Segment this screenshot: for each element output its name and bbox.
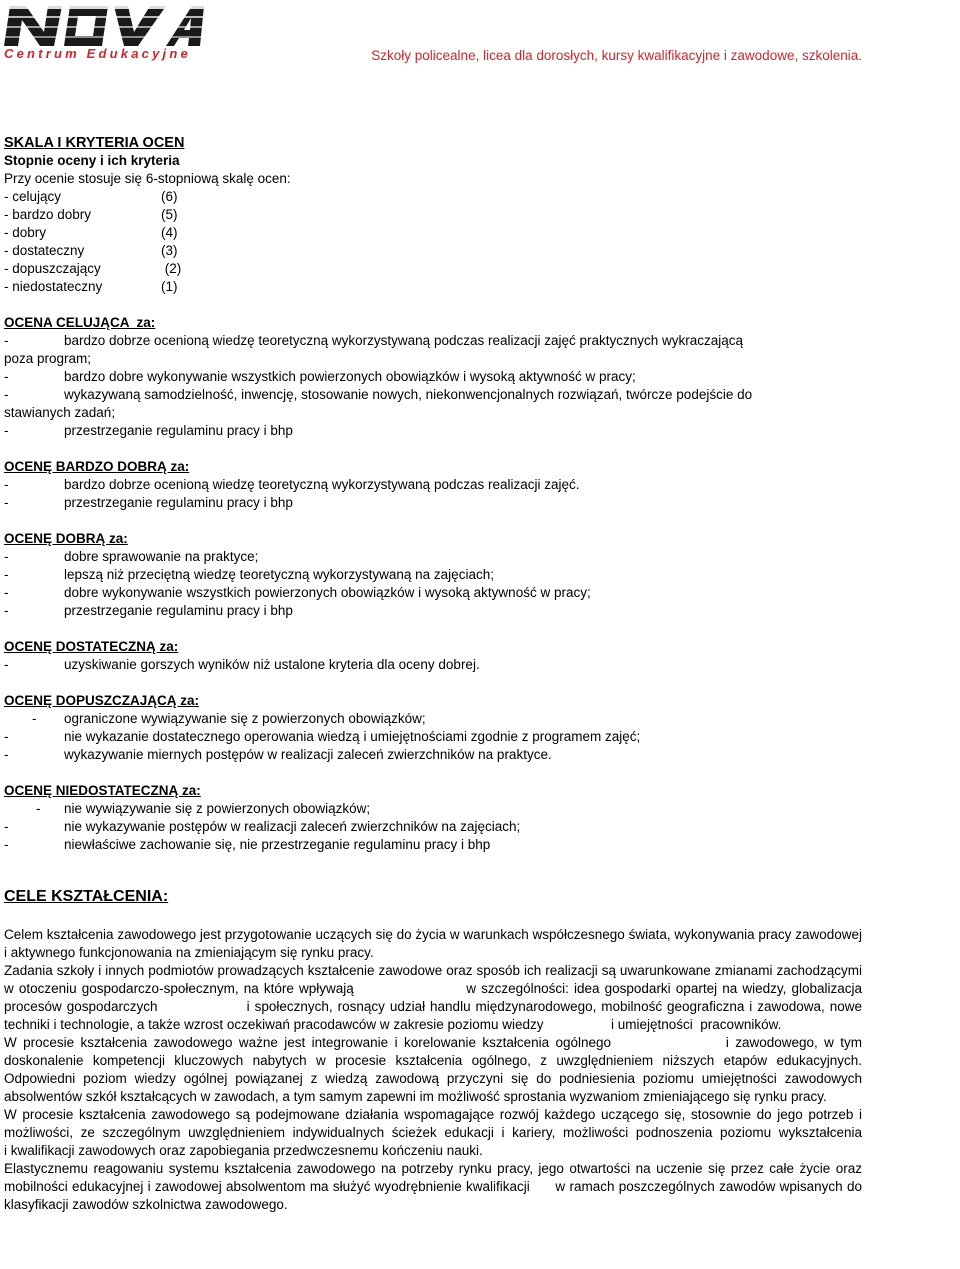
section-heading-celujaca: OCENA CELUJĄCA za: [4, 315, 156, 330]
list-item: - nie wykazanie dostatecznego operowania wiedzą i umiejętnościami zgodnie z programem zajęć; [4, 729, 641, 744]
grade-row: - dobry (4) [4, 225, 178, 240]
grade-list [4, 188, 862, 296]
list-item: - wykazywaną samodzielność, inwencję, stosowanie nowych, niekonwencjonalnych rozwiązań, twórcze podejście do [4, 387, 753, 402]
paragraph: Elastycznemu reagowaniu systemu kształcenia zawodowego na potrzeby rynku pracy, jego otwartości na uczenie się przez całe życie oraz mobilności edukacyjnej i zawodowej absolwentom ma służyć wyodrębnienie kwalifikacji w ramach poszczególnych zawodów wpisanych do klasyfikacji zawodów szkolnictwa zawodowego. [4, 1161, 866, 1212]
list-item: - wykazywanie miernych postępów w realizacji zaleceń zwierzchników na praktyce. [4, 747, 552, 762]
section-heading-dobra: OCENĘ DOBRĄ za: [4, 531, 128, 546]
page-title: SKALA I KRYTERIA OCEN [4, 135, 185, 151]
list-item: - bardzo dobrze ocenioną wiedzę teoretyczną wykorzystywaną podczas realizacji zajęć praktycznych wykraczającą [4, 333, 744, 348]
list-item: - przestrzeganie regulaminu pracy i bhp [4, 603, 293, 618]
grade-row: - dostateczny (3) [4, 243, 178, 258]
list-item: - bardzo dobrze ocenioną wiedzę teoretyczną wykorzystywaną podczas realizacji zajęć. [4, 477, 580, 492]
header-tagline: Szkoły policealne, licea dla dorosłych, kursy kwalifikacyjne i zawodowe, szkolenia. [371, 48, 862, 63]
list-item: - lepszą niż przeciętną wiedzę teoretyczną wykorzystywaną na zajęciach; [4, 567, 494, 582]
intro-text: Przy ocenie stosuje się 6-stopniową skalę ocen: [4, 171, 291, 186]
grade-row: - bardzo dobry (5) [4, 207, 178, 222]
list-item-cont: poza program; [4, 351, 92, 366]
document-body [4, 134, 930, 1214]
paragraph: Celem kształcenia zawodowego jest przygotowanie uczących się do życia w warunkach współczesnego świata, wykonywania pracy zawodowej i aktywnego funkcjonowania na zmieniającym się rynku pracy. [4, 927, 862, 960]
list-item: - uzyskiwanie gorszych wyników niż ustalone kryteria dla oceny dobrej. [4, 657, 480, 672]
list-item: - nie wykazywanie postępów w realizacji zaleceń zwierzchników na zajęciach; [4, 819, 521, 834]
list-item: - dobre sprawowanie na praktyce; [4, 549, 259, 564]
logo-subtitle: Centrum Edukacyjne [4, 46, 191, 61]
grade-row: - dopuszczający (2) [4, 261, 182, 276]
grade-row: - celujący (6) [4, 189, 178, 204]
paragraph: W procesie kształcenia zawodowego są podejmowane działania wspomagające rozwój każdego uczącego się, stosownie do jego potrzeb i możliwości, ze szczególnym uwzględnieniem indywidualnych ścieżek edukacji i kariery, możliwości podnoszenia poziomu wykształcenia i kwalifikacji zawodowych oraz zapobiegania przedwczesnemu kończeniu nauki. [4, 1107, 930, 1158]
section-heading-dostateczna: OCENĘ DOSTATECZNĄ za: [4, 639, 179, 654]
list-item: - nie wywiązywanie się z powierzonych obowiązków; [36, 801, 371, 816]
cele-heading: CELE KSZTAŁCENIA: [4, 888, 169, 905]
section-heading-niedostateczna: OCENĘ NIEDOSTATECZNĄ za: [4, 783, 201, 798]
list-item: - niewłaściwe zachowanie się, nie przestrzeganie regulaminu pracy i bhp [4, 837, 491, 852]
page-header [0, 0, 960, 68]
paragraph: Zadania szkoły i innych podmiotów prowadzących kształcenie zawodowe oraz sposób ich realizacji są uwarunkowane zmianami zachodzącymi w otoczeniu gospodarczo-społecznym, na które wpływają w szczególności: idea gospodarki opartej na wiedzy, globalizacja procesów gospodarczych i społecznych, rosnący udział handlu międzynarodowego, mobilność geograficzna i zawodowa, nowe techniki i technologie, a także wzrost oczekiwań pracodawców w zakresie poziomu wiedzy i umiejętności pracowników. [4, 963, 866, 1032]
list-item-cont: stawianych zadań; [4, 405, 116, 420]
list-item: - bardzo dobre wykonywanie wszystkich powierzonych obowiązków i wysoką aktywność w pracy; [4, 369, 636, 384]
list-item: - przestrzeganie regulaminu pracy i bhp [4, 495, 293, 510]
paragraph: W procesie kształcenia zawodowego ważne jest integrowanie i korelowanie kształcenia ogólnego i zawodowego, w tym doskonalenie kompetencji kluczowych nabytych w procesie kształcenia ogólnego, z uwzględnieniem niższych etapów edukacyjnych. Odpowiedni poziom wiedzy ogólnej powiązanej z wiedzą zawodową przyczyni się do podniesienia poziomu umiejętności zawodowych absolwentów szkół kształcących w zawodach, a tym samym zapewni im możliwość sprostania wyzwaniom zmieniającego się rynku pracy. [4, 1035, 866, 1104]
list-item: - przestrzeganie regulaminu pracy i bhp [4, 423, 293, 438]
grade-row: - niedostateczny (1) [4, 279, 178, 294]
list-item: - dobre wykonywanie wszystkich powierzonych obowiązków i wysoką aktywność w pracy; [4, 585, 591, 600]
subtitle: Stopnie oceny i ich kryteria [4, 153, 180, 168]
section-heading-bardzo-dobra: OCENĘ BARDZO DOBRĄ za: [4, 459, 190, 474]
list-item: - ograniczone wywiązywanie się z powierzonych obowiązków; [32, 711, 426, 726]
section-heading-dopuszczajaca: OCENĘ DOPUSZCZAJĄCĄ za: [4, 693, 200, 708]
